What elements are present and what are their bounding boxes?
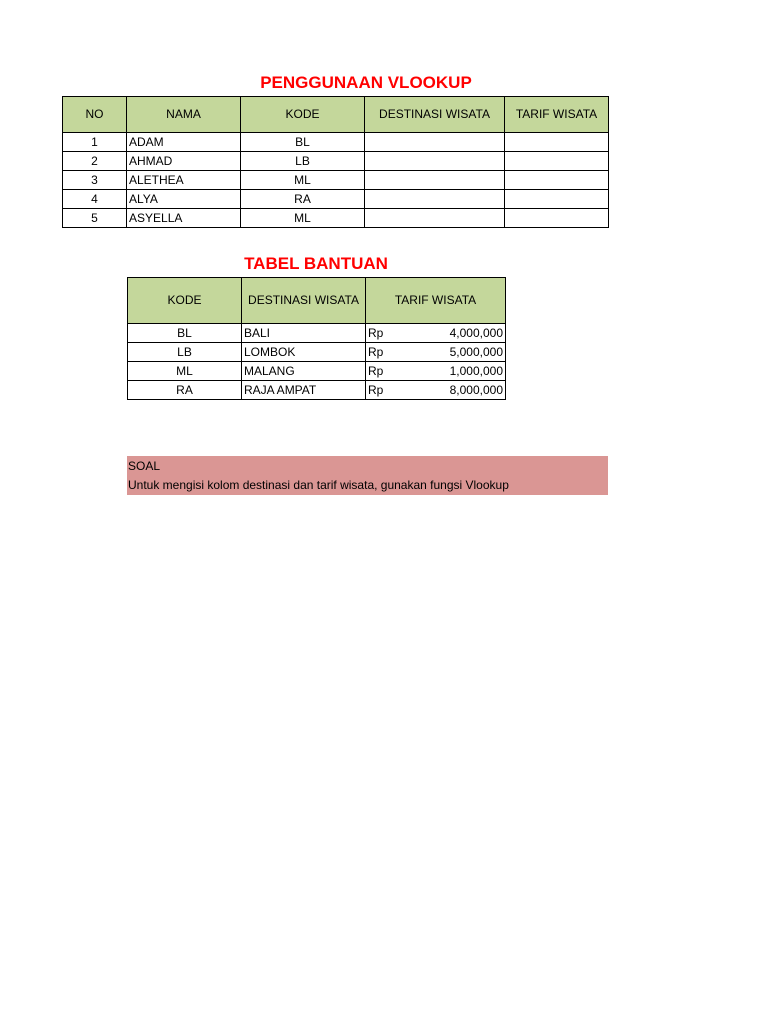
currency-label: Rp (368, 364, 384, 378)
table-row (63, 152, 609, 171)
cell-tarif[interactable] (366, 362, 506, 381)
cell-nama[interactable]: ALETHEA (127, 171, 241, 190)
cell-tarif[interactable] (505, 190, 609, 209)
cell-destinasi[interactable] (365, 133, 505, 152)
cell-tarif[interactable] (366, 324, 506, 343)
cell-kode[interactable]: ML (128, 362, 242, 381)
tarif-value: 5,000,000 (449, 345, 503, 359)
tarif-value: 1,000,000 (449, 364, 503, 378)
cell-destinasi[interactable]: BALI (242, 324, 366, 343)
table-row (128, 343, 506, 362)
cell-nama[interactable]: ASYELLA (127, 209, 241, 228)
header-nama[interactable]: NAMA (127, 97, 241, 133)
header-kode[interactable]: KODE (128, 278, 242, 324)
cell-kode[interactable]: ML (241, 171, 365, 190)
table-row (128, 381, 506, 400)
cell-tarif[interactable] (505, 133, 609, 152)
header-destinasi[interactable]: DESTINASI WISATA (365, 97, 505, 133)
cell-destinasi[interactable] (365, 152, 505, 171)
currency-label: Rp (368, 383, 384, 397)
cell-kode[interactable]: BL (241, 133, 365, 152)
cell-kode[interactable]: LB (241, 152, 365, 171)
cell-tarif[interactable] (505, 209, 609, 228)
cell-kode[interactable]: RA (128, 381, 242, 400)
cell-destinasi[interactable]: LOMBOK (242, 343, 366, 362)
cell-no[interactable]: 4 (63, 190, 127, 209)
note-text: Untuk mengisi kolom destinasi dan tarif wisata, gunakan fungsi Vlookup (128, 478, 509, 492)
header-tarif[interactable]: TARIF WISATA (366, 278, 506, 324)
cell-no[interactable]: 3 (63, 171, 127, 190)
tarif-value: 8,000,000 (449, 383, 503, 397)
cell-tarif[interactable] (366, 381, 506, 400)
cell-destinasi[interactable] (365, 171, 505, 190)
question-note (127, 456, 608, 495)
currency-label: Rp (368, 345, 384, 359)
table-header-row (63, 97, 609, 133)
cell-nama[interactable]: ADAM (127, 133, 241, 152)
cell-nama[interactable]: ALYA (127, 190, 241, 209)
table-header-row (128, 278, 506, 324)
table-row (128, 324, 506, 343)
cell-destinasi[interactable] (365, 190, 505, 209)
cell-no[interactable]: 5 (63, 209, 127, 228)
cell-kode[interactable]: LB (128, 343, 242, 362)
header-kode[interactable]: KODE (241, 97, 365, 133)
vlookup-main-table (62, 96, 609, 228)
lookup-help-table (127, 277, 506, 400)
table-row (63, 133, 609, 152)
main-table-title: PENGGUNAAN VLOOKUP (260, 73, 472, 92)
header-no[interactable]: NO (63, 97, 127, 133)
cell-tarif[interactable] (366, 343, 506, 362)
cell-kode[interactable]: ML (241, 209, 365, 228)
currency-label: Rp (368, 326, 384, 340)
cell-no[interactable]: 2 (63, 152, 127, 171)
cell-destinasi[interactable]: MALANG (242, 362, 366, 381)
cell-nama[interactable]: AHMAD (127, 152, 241, 171)
cell-kode[interactable]: BL (128, 324, 242, 343)
cell-tarif[interactable] (505, 152, 609, 171)
cell-destinasi[interactable] (365, 209, 505, 228)
table-row (63, 209, 609, 228)
table-row (63, 190, 609, 209)
cell-tarif[interactable] (505, 171, 609, 190)
header-tarif[interactable]: TARIF WISATA (505, 97, 609, 133)
cell-destinasi[interactable]: RAJA AMPAT (242, 381, 366, 400)
cell-kode[interactable]: RA (241, 190, 365, 209)
tarif-value: 4,000,000 (449, 326, 503, 340)
header-destinasi[interactable]: DESTINASI WISATA (242, 278, 366, 324)
table-row (63, 171, 609, 190)
table-row (128, 362, 506, 381)
note-heading: SOAL (128, 459, 161, 473)
cell-no[interactable]: 1 (63, 133, 127, 152)
help-table-title: TABEL BANTUAN (244, 254, 388, 273)
